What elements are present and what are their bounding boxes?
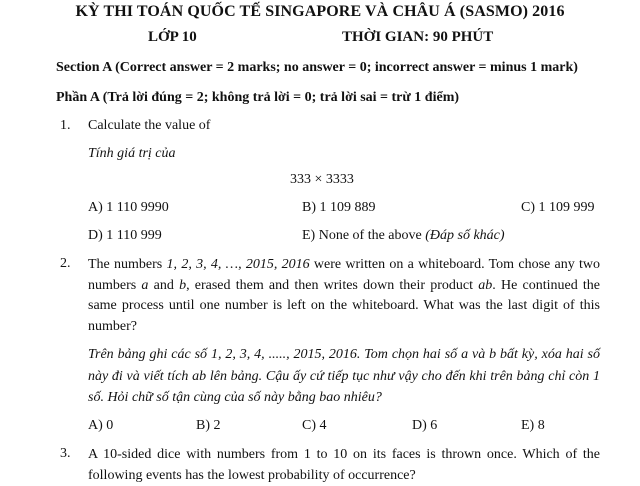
q2-var-ab: ab (478, 277, 493, 293)
question-2-option-c: C) 4 (302, 418, 327, 433)
question-1-number: 1. (60, 118, 71, 133)
q2-var-a: a (141, 277, 149, 293)
q2-text-part: , erased them and then writes down their product (186, 277, 479, 293)
question-1-option-e (302, 228, 505, 244)
question-1-expression: 333 × 3333 (290, 172, 354, 187)
question-3-number: 3. (60, 446, 71, 461)
option-e-vi-label: (Đáp số khác) (425, 228, 505, 243)
question-1-text-vi: Tính giá trị của (88, 146, 176, 161)
question-3-text-en: A 10-sided dice with numbers from 1 to 10 on its faces is thrown once. Which of the following events has the lowest probability of occurrence? (88, 447, 600, 483)
question-1-option-d: D) 1 110 999 (88, 228, 162, 243)
question-2-option-a: A) 0 (88, 418, 114, 433)
question-2-text-vi: Trên bảng ghi các số 1, 2, 3, 4, ....., 2015, 2016. Tom chọn hai số a và b bất kỳ, xóa hai số này đi và viết tích ab lên bảng. Cậu ấy cứ tiếp tục như vậy cho đến khi trên bảng chỉ còn 1 số. Hỏi chữ số tận cùng của số này bằng bao nhiêu? (88, 347, 600, 405)
option-e-label: E) None of the above (302, 228, 422, 243)
grade-label: LỚP 10 (148, 29, 197, 45)
question-1-option-a: A) 1 110 9990 (88, 200, 169, 215)
section-a-heading-en: Section A (Correct answer = 2 marks; no answer = 0; incorrect answer = minus 1 mark) (56, 60, 578, 75)
q2-var-b: b (179, 277, 187, 293)
q2-number-sequence: 1, 2, 3, 4, …, 2015, 2016 (166, 257, 310, 272)
q2-text-part: . He continued the same process until one number is left on the whiteboard. What was the last digit of this number? (88, 277, 601, 334)
question-2-number: 2. (60, 256, 71, 271)
question-1-option-c: C) 1 109 999 (521, 200, 595, 215)
question-2-text-en (88, 255, 600, 337)
question-2-option-d: D) 6 (412, 418, 438, 433)
question-1-option-b: B) 1 109 889 (302, 200, 376, 215)
q2-text-part: were written on a whiteboard. Tom chose any two numbers (88, 257, 600, 293)
q2-text-part: and (148, 277, 180, 293)
question-2-option-e: E) 8 (521, 418, 545, 433)
exam-title: KỲ THI TOÁN QUỐC TẾ SINGAPORE VÀ CHÂU Á (SASMO) 2016 (75, 3, 565, 20)
time-label: THỜI GIAN: 90 PHÚT (342, 29, 494, 45)
question-1-text-en: Calculate the value of (88, 118, 211, 133)
section-a-heading-vi: Phần A (Trả lời đúng = 2; không trả lời = 0; trả lời sai = trừ 1 điểm) (56, 90, 460, 105)
q2-text-part: The numbers (88, 257, 167, 272)
question-2-option-b: B) 2 (196, 418, 221, 433)
